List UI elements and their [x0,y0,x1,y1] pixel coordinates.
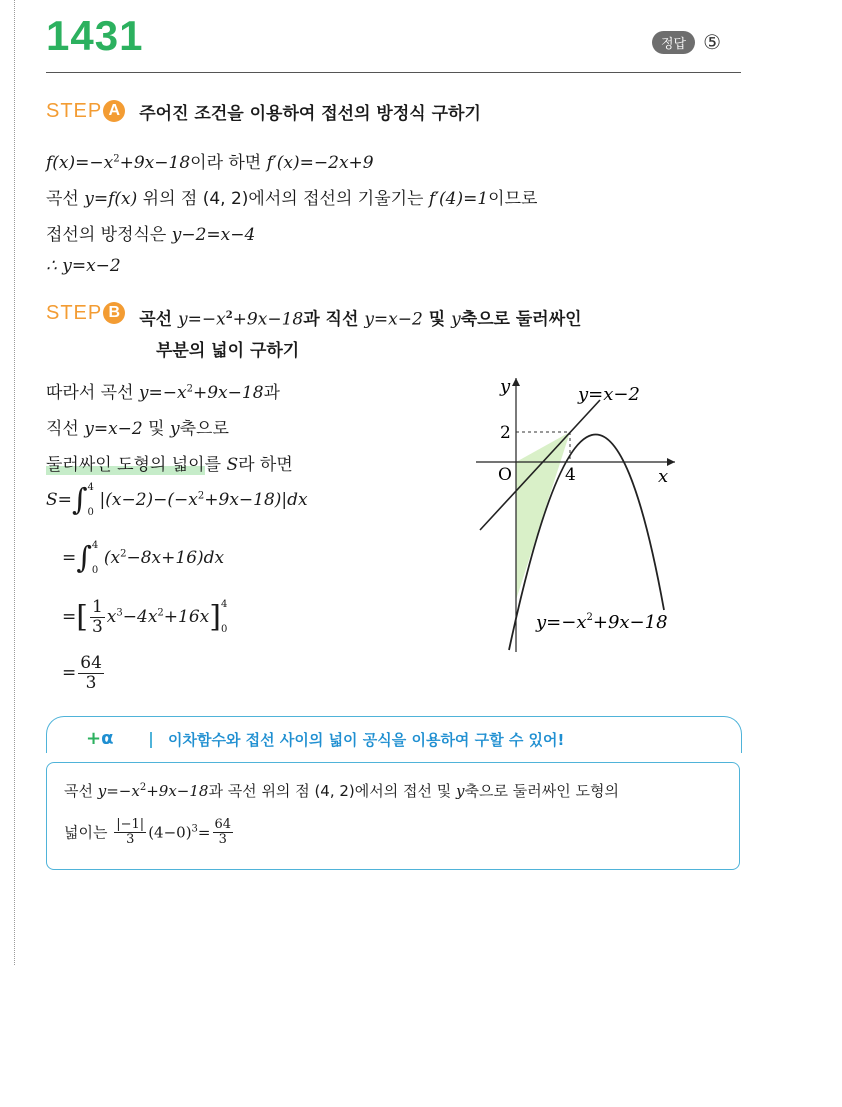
x-axis-arrow [667,458,675,466]
y-tick-2: 2 [500,423,511,443]
lower-limit: 0 [91,565,99,576]
tip-divider [150,732,152,748]
expr: x [106,607,117,628]
expr: y [169,419,180,439]
text: 및 [142,419,170,439]
text: 과 직선 [303,309,365,330]
fraction [90,598,105,636]
step-b-line-2 [46,414,229,439]
expr: y=−x [178,309,226,330]
step-a-line-4: ∴ y=x−2 [46,256,121,276]
upper-limit: 4 [91,540,99,551]
step-b-word: STEP [46,302,103,324]
lower-limit: 0 [87,507,94,518]
tangent-line-label: y=x−2 [578,384,640,405]
expr: y [451,309,461,330]
text: 곡선 [64,782,98,800]
expr: f′(4)=1 [428,189,489,209]
step-b-line-1: 따라서 곡선 $y=-x^2+9x-18$과 [46,383,280,403]
numerator: 64 [214,817,232,832]
text: 축으로 둘러싸인 [460,309,582,330]
tip-box [46,762,740,870]
expr: y=−x [97,782,140,800]
expr: y=x−2 [364,309,423,330]
expr: = [197,823,211,842]
text: 를 [204,455,227,475]
integrand: −8x+16)dx [126,548,225,568]
numerator: |−1| [116,817,145,832]
expr: y [456,782,465,800]
step-a-letter: A [103,100,125,122]
equation-3: =[ $\frac{1}{3}$ $x^3-4x^2+16x$] 4 0 [62,598,233,636]
text: 라 하면 [238,455,293,475]
integrand: (x [103,548,121,568]
expr: = [62,663,77,684]
step-a-heading [46,100,481,128]
text: 직선 [46,419,85,439]
page-edge-dotted [14,0,15,965]
answer-badge: 정답 [652,31,695,54]
integral-limits [92,540,104,576]
parabola-label-b: +9x−18 [592,612,668,633]
y-axis-arrow [512,378,520,386]
integral-limits [88,482,100,518]
text: 따라서 곡선 [46,383,139,403]
result-fraction [213,818,234,848]
step-b-line-3 [46,450,293,475]
exponent: 2 [586,612,593,623]
text: 접선의 방정식은 [46,225,172,245]
text: 과 곡선 위의 점 (4, 2)에서의 접선 및 [208,782,457,800]
expr: +9x−18 [192,383,264,403]
bracket-open: [ [76,599,88,635]
step-a-word: STEP [46,100,103,122]
equation-4 [62,654,106,692]
upper-limit: 4 [87,482,94,493]
numerator: 1 [91,597,103,617]
expr: S= [46,490,72,510]
derivative-expr: f′(x)=−2x+9 [266,153,374,173]
text: 곡선 [46,189,85,209]
step-b-letter: B [103,302,125,324]
expr: −4x [122,607,158,628]
upper-limit: 4 [220,599,228,611]
expr: y−2=x−4 [171,225,256,245]
expr: = [62,607,77,628]
step-a-line-2 [46,184,537,209]
tip-mark [86,728,113,749]
expr: (4−0) [148,823,192,842]
text: 축으로 둘러싸인 도형의 [464,782,619,800]
tip-line-2: 넓이는 $\frac{|-1|}{3}$ $(4-0)^3=$ $\frac{64}{3}$ [64,817,232,848]
integral-sign: ∫ [76,540,92,576]
coefficient-fraction [114,818,146,848]
text: 과 [263,383,280,403]
answer-value: ⑤ [703,30,722,54]
step-a-line-3 [46,220,255,245]
step-b-heading [46,302,582,334]
text: 곡선 [139,309,179,330]
step-b-title-1: 곡선 $y=-x^2+9x-18$과 직선 y=x−2 및 y축으로 둘러싸인 [139,309,582,330]
origin-label: O [498,465,512,485]
expr: S [226,455,239,475]
result-fraction [78,654,104,692]
text: 이라 하면 [190,153,267,173]
evaluation-limits [221,599,233,635]
step-a-line-1: $f(x)=-x^2+9x-18$이라 하면 f′(x)=−2x+9 [46,153,374,173]
numerator: 64 [80,653,102,673]
parabola-label-a: y=−x [536,612,587,633]
text: 축으로 [179,419,229,439]
step-a-title: 주어진 조건을 이용하여 접선의 방정식 구하기 [139,104,481,124]
denominator: 3 [126,832,135,848]
header-rule [46,72,741,73]
denominator: 3 [85,672,97,693]
expr: y=−x [138,383,187,403]
expr: f(x)=−x [46,153,114,173]
highlighted-text: 둘러싸인 도형의 넓이 [46,455,205,475]
parabola-label [535,612,668,633]
graph-figure [470,370,710,655]
text: 이므로 [488,189,538,209]
alpha-icon: α [101,728,114,749]
bracket-close: ] [209,599,221,635]
x-tick-4: 4 [565,465,576,485]
expr: +9x−18 [146,782,209,800]
expr: +9x−18 [119,153,191,173]
x-axis-label: x [658,466,669,487]
tip-line-1: 곡선 $y=-x^2+9x-18$과 곡선 위의 점 (4, 2)에서의 접선 및 y축으로 둘러싸인 도형의 [64,782,619,800]
text: 및 [422,309,452,330]
step-b-title-2: 부분의 넓이 구하기 [156,341,300,361]
expr: +16x [163,607,210,628]
answer-area [652,30,721,54]
expr: = [62,548,77,568]
expr: +9x−18 [232,309,304,330]
denominator: 3 [91,616,103,637]
integrand: |(x−2)−(−x [99,490,198,510]
plus-icon: + [86,728,102,749]
denominator: 3 [218,832,227,848]
equation-2: =∫ 4 0 $(x^2-8x+16)dx$ [62,540,225,576]
tip-title: 이차함수와 접선 사이의 넓이 공식을 이용하여 구할 수 있어! [168,731,565,749]
expr: y=f(x) [84,189,138,209]
lower-limit: 0 [220,624,228,636]
equation-1: S=∫ 4 0 $|(x-2)-(-x^2+9x-18)|dx$ [46,482,308,518]
text: 위의 점 (4, 2)에서의 접선의 기울기는 [137,189,429,209]
problem-number: 1431 [46,12,144,59]
text: 넓이는 [64,823,113,842]
y-axis-label: y [500,376,511,397]
integral-sign: ∫ [71,482,88,518]
integrand: +9x−18)|dx [204,490,308,510]
expr: y=x−2 [84,419,143,439]
